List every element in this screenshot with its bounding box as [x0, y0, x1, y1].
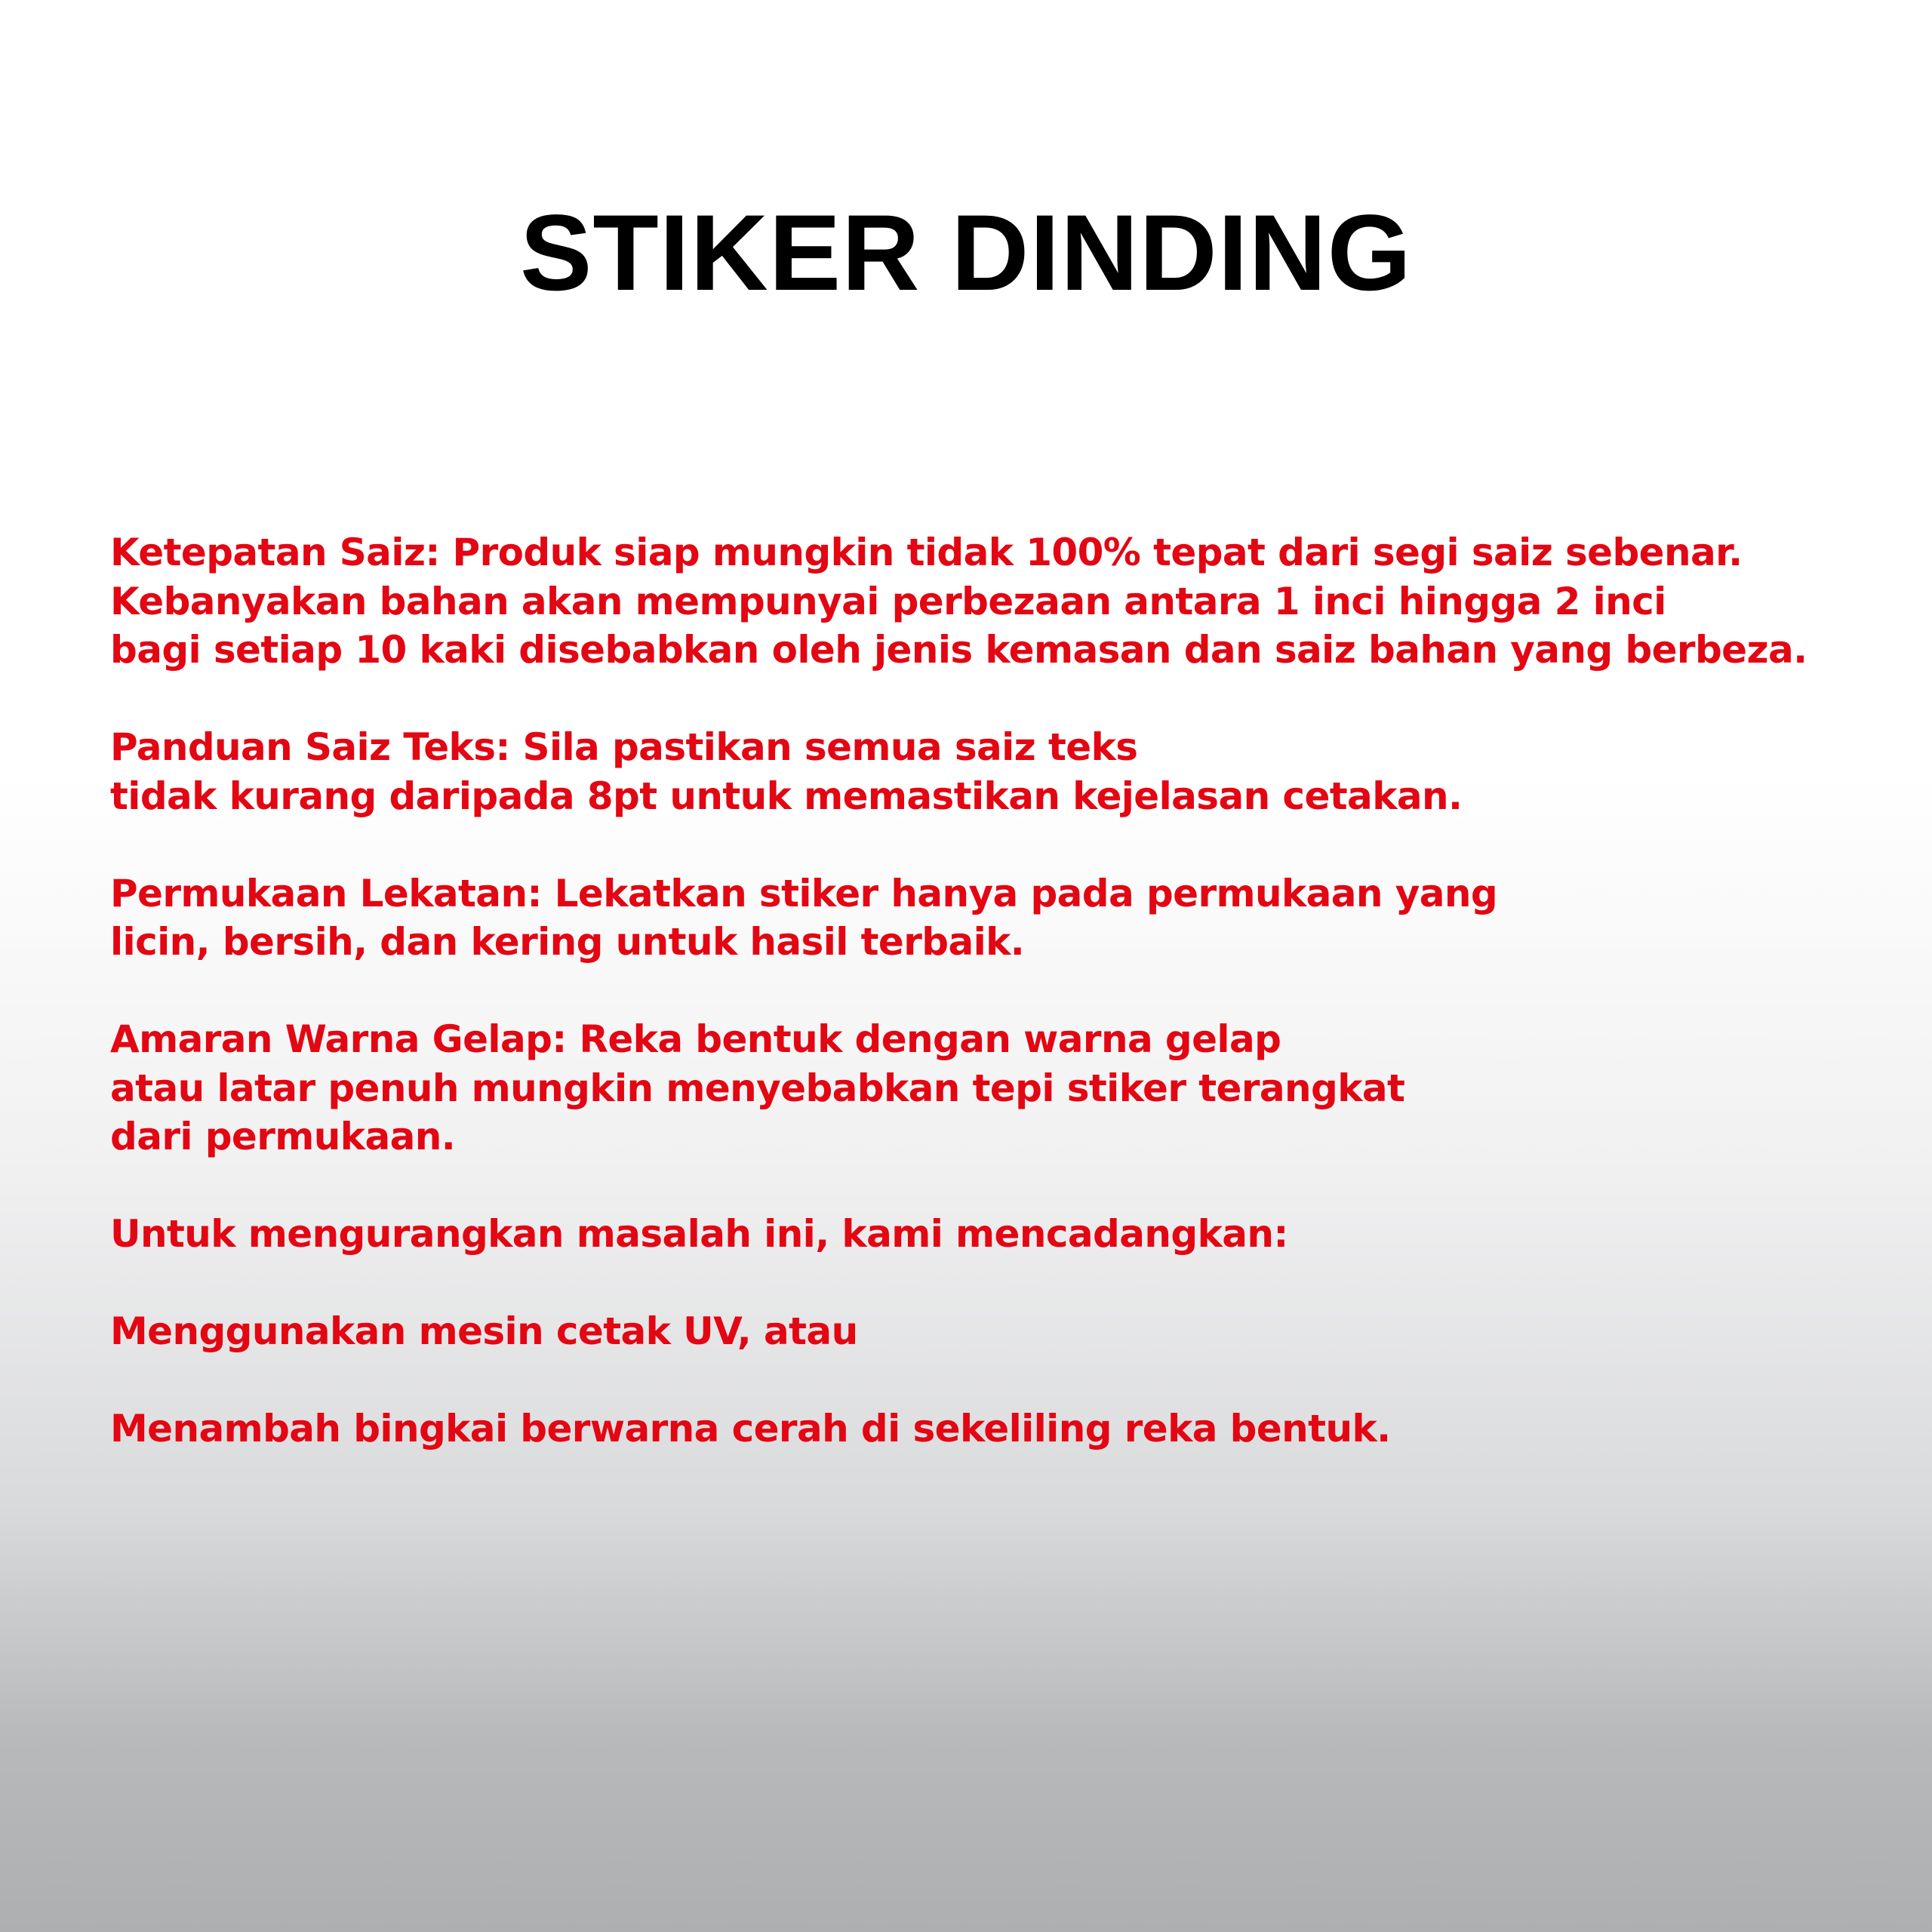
note-line: atau latar penuh mungkin menyebabkan tepi stiker terangkat [110, 1066, 1405, 1110]
note-line: licin, bersih, dan kering untuk hasil terbaik. [110, 920, 1025, 964]
note-line: Kebanyakan bahan akan mempunyai perbezaan antara 1 inci hingga 2 inci [110, 579, 1666, 623]
notes-section [110, 528, 1869, 1502]
note-line: bagi setiap 10 kaki disebabkan oleh jenis kemasan dan saiz bahan yang berbeza. [110, 628, 1807, 672]
note-size-accuracy [110, 528, 1869, 675]
note-line: Amaran Warna Gelap: Reka bentuk dengan warna gelap [110, 1017, 1281, 1061]
note-line: Menggunakan mesin cetak UV, atau [110, 1309, 858, 1353]
note-line: Panduan Saiz Teks: Sila pastikan semua saiz teks [110, 725, 1138, 769]
note-line: Untuk mengurangkan masalah ini, kami mencadangkan: [110, 1212, 1288, 1256]
note-adhesion-surface [110, 869, 1869, 967]
note-recommendation-intro [110, 1210, 1869, 1259]
note-recommendation-uv [110, 1307, 1869, 1356]
note-line: Ketepatan Saiz: Produk siap mungkin tidak 100% tepat dari segi saiz sebenar. [110, 531, 1743, 574]
note-line: Permukaan Lekatan: Lekatkan stiker hanya pada permukaan yang [110, 871, 1498, 915]
note-line: dari permukaan. [110, 1115, 456, 1158]
note-line: tidak kurang daripada 8pt untuk memastikan kejelasan cetakan. [110, 774, 1463, 818]
page-title: STIKER DINDING [520, 193, 1412, 313]
note-dark-color-warning [110, 1015, 1869, 1161]
note-recommendation-border [110, 1404, 1869, 1454]
note-text-size-guide [110, 723, 1869, 820]
note-line: Menambah bingkai berwarna cerah di sekeliling reka bentuk. [110, 1407, 1391, 1451]
